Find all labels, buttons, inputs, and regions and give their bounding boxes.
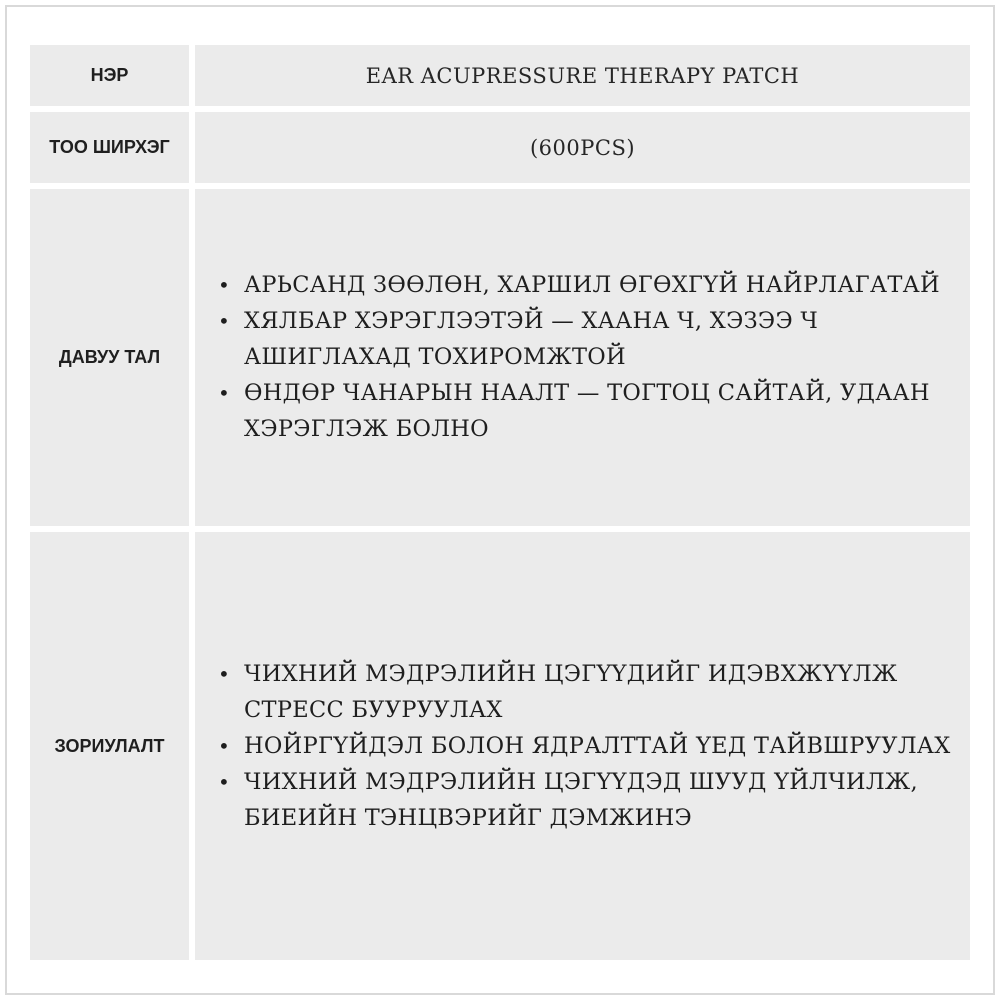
value-purpose — [195, 532, 970, 960]
value-advantages — [195, 189, 970, 526]
list-item: • ЧИХНИЙ МЭДРЭЛИЙН ЦЭГҮҮДЭД ШУУД ҮЙЛЧИЛЖ, БИЕИЙН ТЭНЦВЭРИЙГ ДЭМЖИНЭ — [239, 764, 970, 836]
purpose-list — [195, 656, 970, 836]
list-item: • ӨНДӨР ЧАНАРЫН НААЛТ — ТОГТОЦ САЙТАЙ, УДААН ХЭРЭГЛЭЖ БОЛНО — [239, 375, 970, 447]
label-quantity-text: ТОО ШИРХЭГ — [49, 137, 170, 157]
label-name-text: НЭР — [90, 65, 129, 85]
list-item: • ХЯЛБАР ХЭРЭГЛЭЭТЭЙ — ХААНА Ч, ХЭЗЭЭ Ч АШИГЛАХАД ТОХИРОМЖТОЙ — [239, 303, 970, 375]
list-item: • ЧИХНИЙ МЭДРЭЛИЙН ЦЭГҮҮДИЙГ ИДЭВХЖҮҮЛЖ СТРЕСС БУУРУУЛАХ — [239, 656, 970, 728]
label-purpose-text: ЗОРИУЛАЛТ — [54, 735, 165, 756]
value-quantity — [195, 112, 970, 183]
value-name-text: EAR ACUPRESSURE THERAPY PATCH — [365, 63, 800, 88]
list-item: • НОЙРГҮЙДЭЛ БОЛОН ЯДРАЛТТАЙ ҮЕД ТАЙВШРУУЛАХ — [239, 728, 970, 764]
label-quantity — [30, 112, 189, 183]
label-advantages — [30, 189, 189, 526]
value-quantity-text: (600PCS) — [529, 135, 636, 160]
label-advantages-text: ДАВУУ ТАЛ — [58, 347, 161, 367]
list-item: • АРЬСАНД ЗӨӨЛӨН, ХАРШИЛ ӨГӨХГҮЙ НАЙРЛАГАТАЙ — [239, 267, 970, 303]
value-name — [195, 45, 970, 106]
advantages-list — [195, 267, 970, 447]
label-name — [30, 45, 189, 106]
label-purpose — [30, 532, 189, 960]
